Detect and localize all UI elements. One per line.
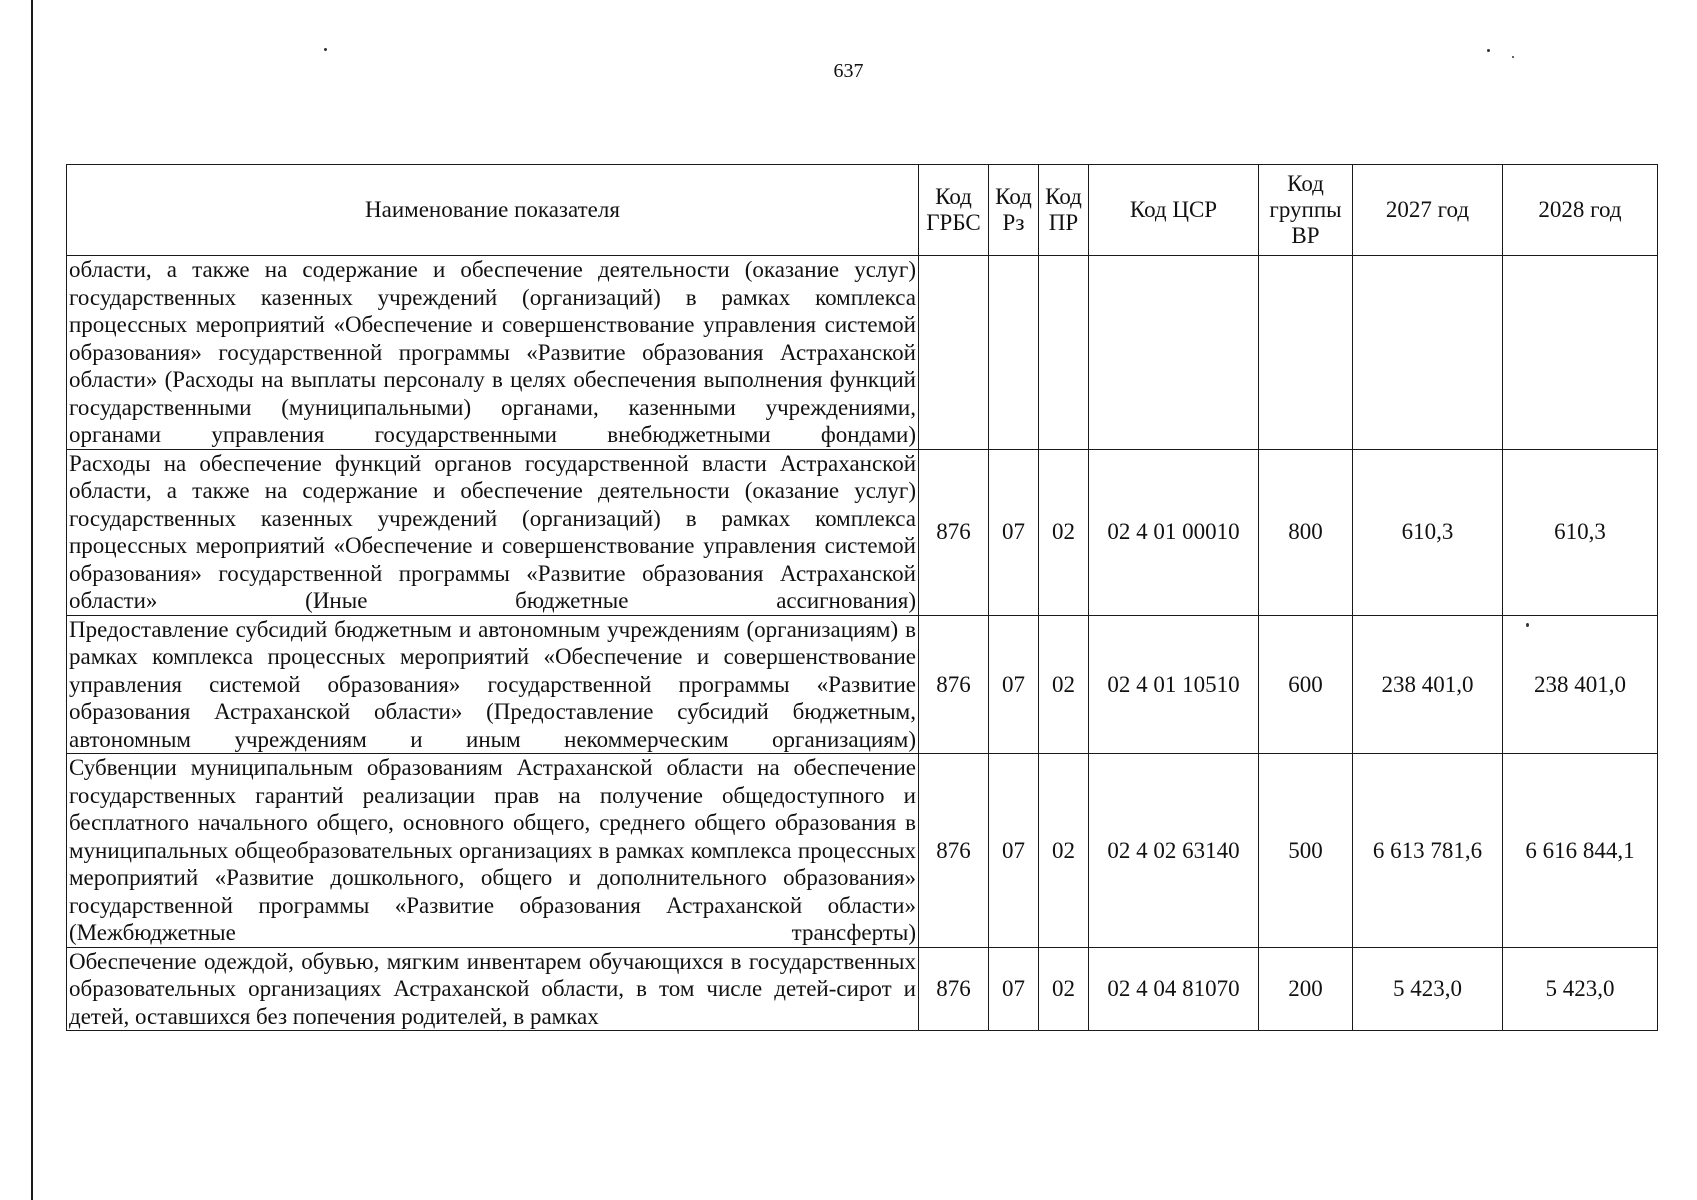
- scan-speck: [324, 48, 327, 51]
- row-pr: 02: [1039, 615, 1089, 754]
- row-rz: 07: [989, 947, 1039, 1031]
- row-grbs: 876: [919, 615, 989, 754]
- table-row: [67, 449, 1658, 615]
- row-name: Обеспечение одеждой, обувью, мягким инвентарем обучающихся в государственных образовательных организациях Астраханской области, в том числе детей-сирот и детей, оставшихся без попечения родителей, в рамках: [67, 947, 919, 1031]
- row-csr: 02 4 01 00010: [1089, 449, 1259, 615]
- row-rz: 07: [989, 615, 1039, 754]
- row-rz: 07: [989, 449, 1039, 615]
- binding-edge-line: [31, 0, 33, 1200]
- table-row: [67, 754, 1658, 948]
- row-pr: 02: [1039, 947, 1089, 1031]
- row-pr: [1039, 256, 1089, 450]
- row-name: Расходы на обеспечение функций органов государственной власти Астраханской области, а также на содержание и обеспечение деятельности (оказание услуг) государственных казенных учреждений (организаций) в рамках комплекса процессных мероприятий «Обеспечение и совершенствование управления системой образования» государственной программы «Развитие образования Астраханской области» (Иные бюджетные ассигнования): [67, 449, 919, 615]
- row-2028: 6 616 844,1: [1503, 754, 1658, 948]
- table-row: [67, 615, 1658, 754]
- row-grbs: 876: [919, 947, 989, 1031]
- header-csr: Код ЦСР: [1089, 165, 1259, 256]
- row-grbs: 876: [919, 449, 989, 615]
- row-vr: 800: [1259, 449, 1353, 615]
- row-2028: [1503, 256, 1658, 450]
- header-2027: 2027 год: [1353, 165, 1503, 256]
- row-2027: 5 423,0: [1353, 947, 1503, 1031]
- header-pr: Код ПР: [1039, 165, 1089, 256]
- row-2027: 610,3: [1353, 449, 1503, 615]
- budget-table: [66, 164, 1658, 1031]
- row-csr: 02 4 04 81070: [1089, 947, 1259, 1031]
- row-name: Предоставление субсидий бюджетным и автономным учреждениям (организациям) в рамках комплекса процессных мероприятий «Обеспечение и совершенствование управления системой образования» государственной программы «Развитие образования Астраханской области» (Предоставление субсидий бюджетным, автономным учреждениям и иным некоммерческим организациям): [67, 615, 919, 754]
- table-row: [67, 947, 1658, 1031]
- header-name: Наименование показателя: [67, 165, 919, 256]
- row-name: Субвенции муниципальным образованиям Астраханской области на обеспечение государственных гарантий реализации прав на получение общедоступного и бесплатного начального общего, основного общего, среднего общего образования в муниципальных общеобразовательных организациях в рамках комплекса процессных мероприятий «Развитие дошкольного, общего и дополнительного образования» государственной программы «Развитие образования Астраханской области» (Межбюджетные трансферты): [67, 754, 919, 948]
- table-row: [67, 256, 1658, 450]
- row-grbs: [919, 256, 989, 450]
- row-2028: 5 423,0: [1503, 947, 1658, 1031]
- page-number: 637: [833, 60, 864, 82]
- row-vr: 600: [1259, 615, 1353, 754]
- row-2027: 238 401,0: [1353, 615, 1503, 754]
- row-2027: 6 613 781,6: [1353, 754, 1503, 948]
- scan-speck: [1512, 56, 1514, 58]
- row-vr: [1259, 256, 1353, 450]
- row-csr: 02 4 02 63140: [1089, 754, 1259, 948]
- row-pr: 02: [1039, 754, 1089, 948]
- row-csr: [1089, 256, 1259, 450]
- row-pr: 02: [1039, 449, 1089, 615]
- row-name: области, а также на содержание и обеспечение деятельности (оказание услуг) государственных казенных учреждений (организаций) в рамках комплекса процессных мероприятий «Обеспечение и совершенствование управления системой образования» государственной программы «Развитие образования Астраханской области» (Расходы на выплаты персоналу в целях обеспечения выполнения функций государственными (муниципальными) органами, казенными учреждениями, органами управления государственными внебюджетными фондами): [67, 256, 919, 450]
- scan-speck: [1487, 49, 1490, 52]
- row-vr: 200: [1259, 947, 1353, 1031]
- row-rz: 07: [989, 754, 1039, 948]
- table-header-row: [67, 165, 1658, 256]
- header-2028: 2028 год: [1503, 165, 1658, 256]
- row-grbs: 876: [919, 754, 989, 948]
- row-2027: [1353, 256, 1503, 450]
- row-csr: 02 4 01 10510: [1089, 615, 1259, 754]
- row-vr: 500: [1259, 754, 1353, 948]
- row-2028: 238 401,0: [1503, 615, 1658, 754]
- header-grbs: Код ГРБС: [919, 165, 989, 256]
- header-rz: Код Рз: [989, 165, 1039, 256]
- header-vr: Код группы ВР: [1259, 165, 1353, 256]
- row-rz: [989, 256, 1039, 450]
- row-2028: 610,3: [1503, 449, 1658, 615]
